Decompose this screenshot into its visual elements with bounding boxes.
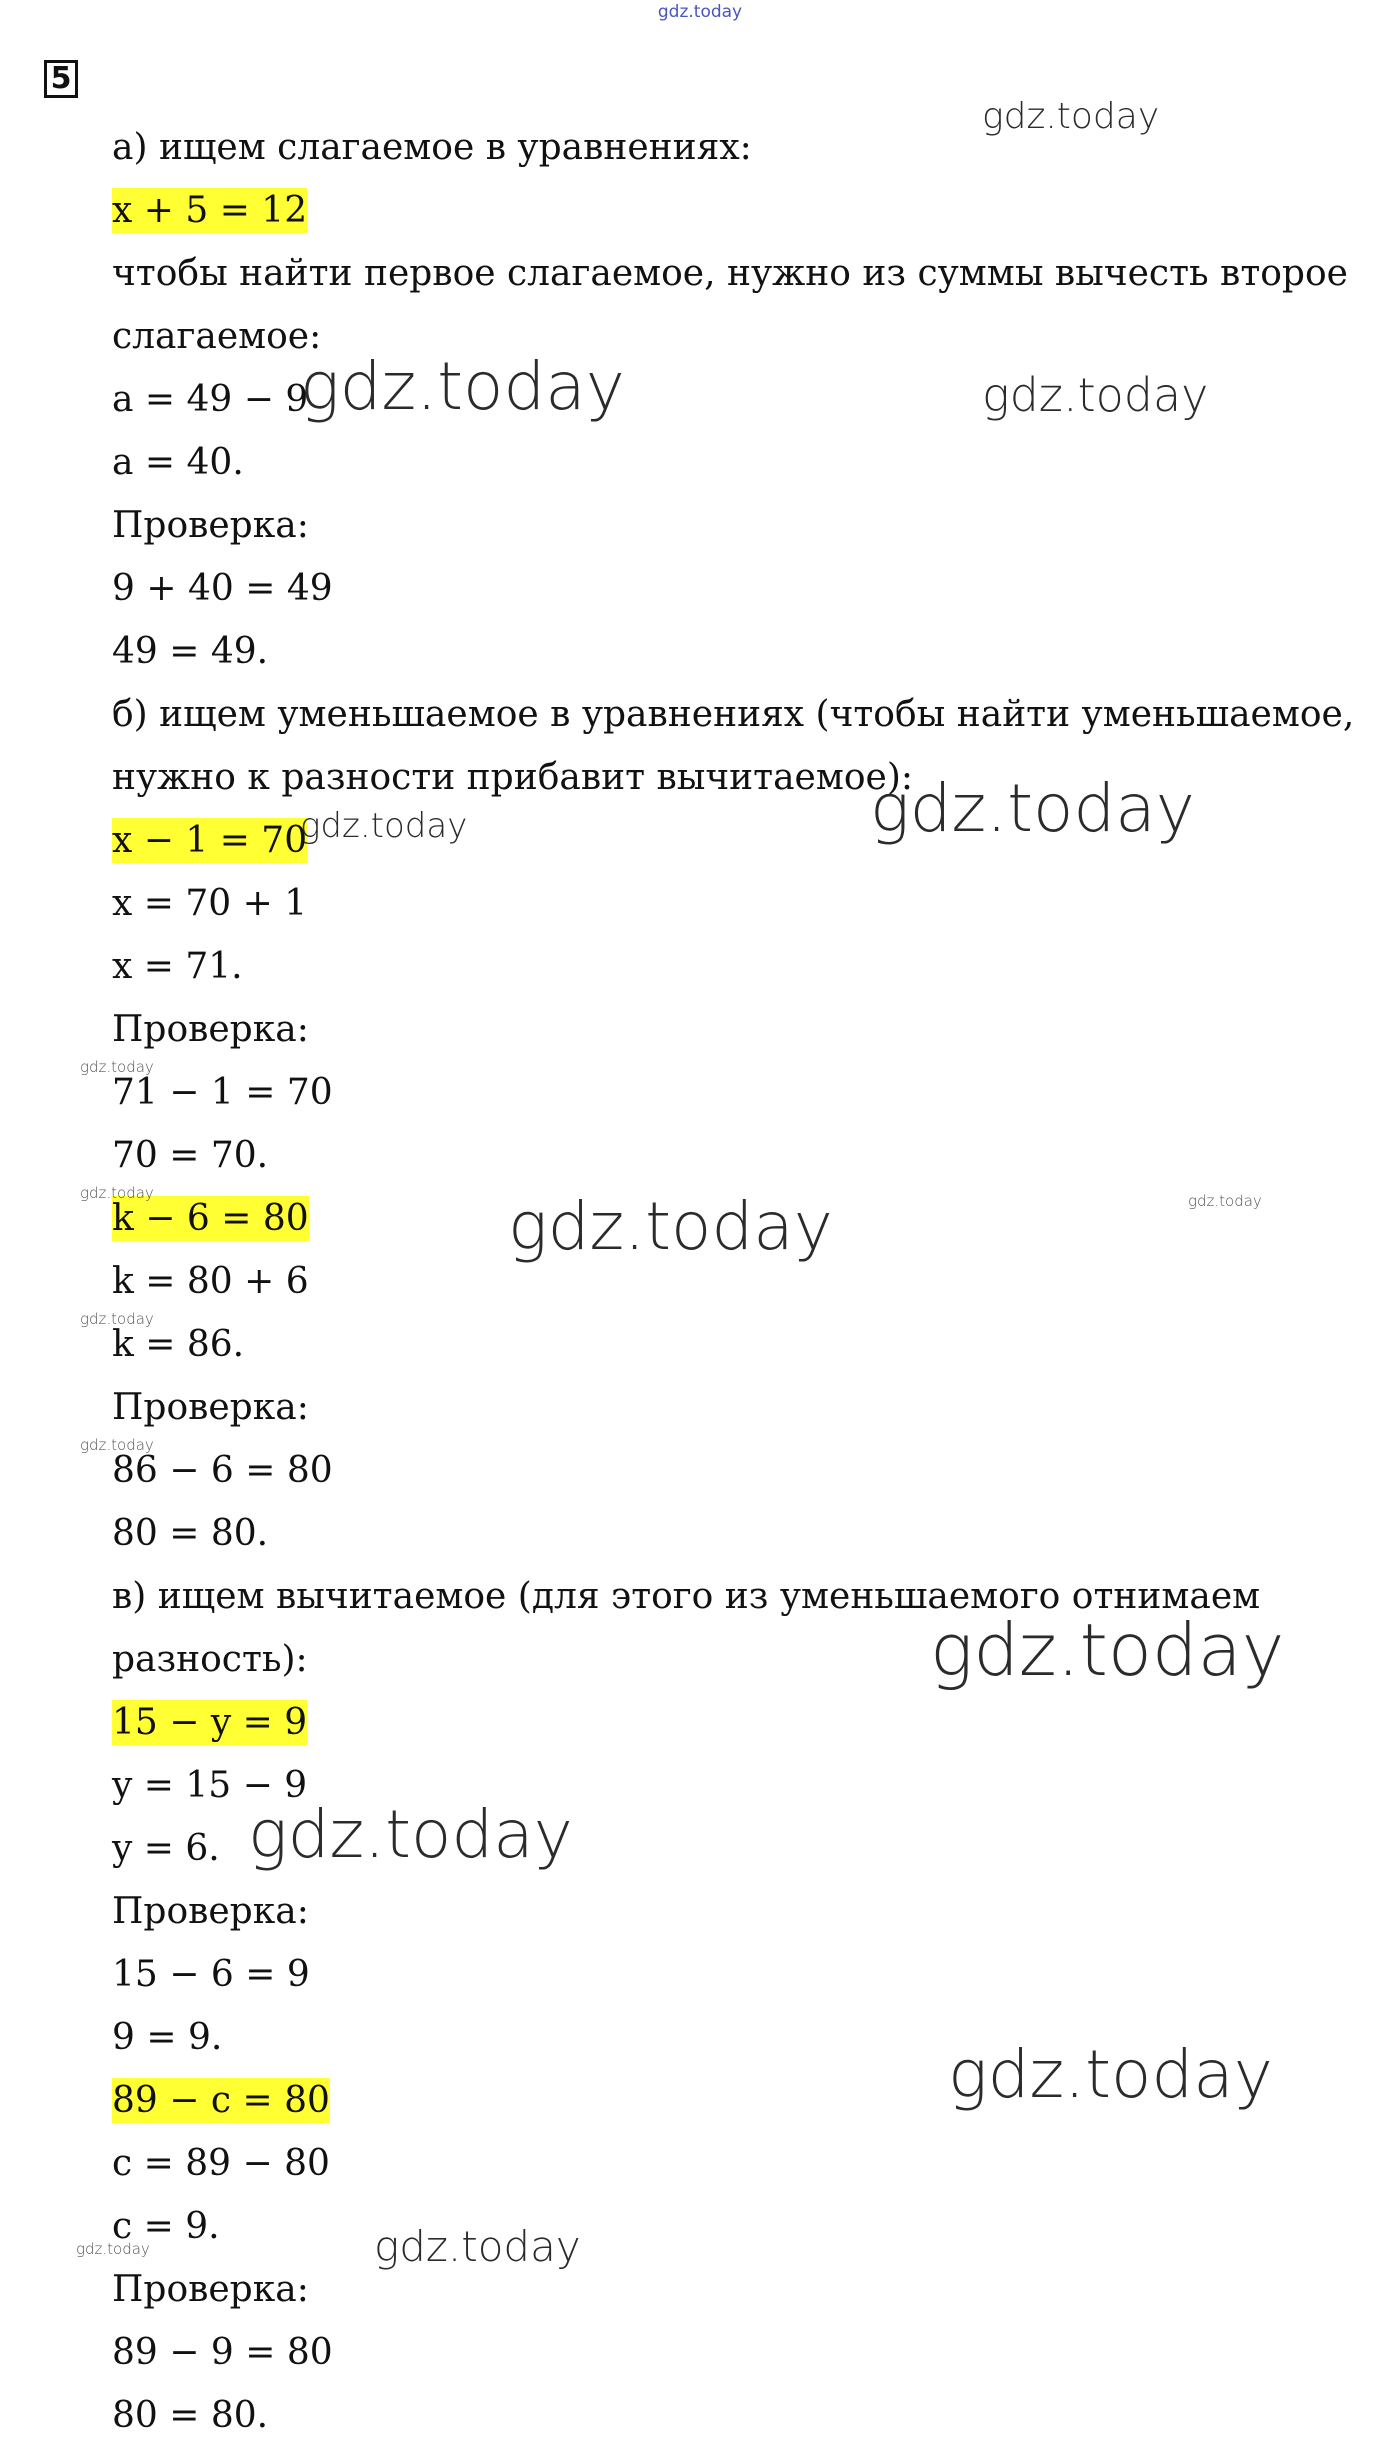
line-text: Проверка: xyxy=(112,505,309,546)
line-text: 9 = 9. xyxy=(112,2017,223,2058)
line-text: k = 86. xyxy=(112,1324,245,1365)
equation-line xyxy=(112,1061,1332,1124)
line-text: слагаемое: xyxy=(112,316,322,357)
equation-line xyxy=(112,2321,1332,2384)
line-text: б) ищем уменьшаемое в уравнениях (чтобы найти уменьшаемое, xyxy=(112,694,1355,735)
equation-line xyxy=(112,1439,1332,1502)
watermark: gdz.today xyxy=(300,806,468,846)
watermark: gdz.today xyxy=(374,2222,581,2271)
line-text: в) ищем вычитаемое (для этого из уменьшаемого отнимаем xyxy=(112,1576,1261,1617)
line-text: нужно к разности прибавит вычитаемое): xyxy=(112,757,914,798)
equation-line xyxy=(112,620,1332,683)
text-line xyxy=(112,494,1332,557)
watermark: gdz.today xyxy=(80,1310,154,1328)
watermark: gdz.today xyxy=(80,1058,154,1076)
line-text: a = 49 − 9 xyxy=(112,379,309,420)
equation-line xyxy=(112,2195,1332,2258)
line-text: Проверка: xyxy=(112,1387,309,1428)
equation-line xyxy=(112,557,1332,620)
line-text: x = 71. xyxy=(112,946,243,987)
line-text: y = 15 − 9 xyxy=(112,1765,308,1806)
text-line xyxy=(112,683,1355,746)
text-line xyxy=(112,305,1332,368)
equation-line xyxy=(112,2132,1332,2195)
line-text: Проверка: xyxy=(112,2269,309,2310)
watermark: gdz.today xyxy=(80,1184,154,1202)
watermark: gdz.today xyxy=(1188,1192,1262,1210)
highlighted-equation: 89 − c = 80 xyxy=(112,2080,330,2121)
watermark: gdz.today xyxy=(982,368,1209,422)
watermark: gdz.today xyxy=(248,1796,573,1873)
watermark: gdz.today xyxy=(508,1188,833,1265)
line-text: Проверка: xyxy=(112,1891,309,1932)
watermark: gdz.today xyxy=(870,770,1195,847)
text-line xyxy=(112,1376,1332,1439)
line-text: k = 80 + 6 xyxy=(112,1261,309,1302)
watermark: gdz.today xyxy=(982,96,1160,137)
line-text: 70 = 70. xyxy=(112,1135,269,1176)
equation-line xyxy=(112,2384,1332,2447)
equation-line xyxy=(112,1943,1332,2006)
highlighted-equation: k − 6 = 80 xyxy=(112,1198,309,1239)
task-number-badge: 5 xyxy=(44,60,78,98)
line-text: c = 89 − 80 xyxy=(112,2143,330,2184)
line-text: а) ищем слагаемое в уравнениях: xyxy=(112,127,752,168)
watermark: gdz.today xyxy=(948,2036,1273,2113)
watermark: gdz.today xyxy=(80,1436,154,1454)
watermark: gdz.today xyxy=(76,2240,150,2258)
highlighted-equation: x − 1 = 70 xyxy=(112,820,308,861)
line-text: разность): xyxy=(112,1639,308,1680)
highlighted-equation: 15 − y = 9 xyxy=(112,1702,308,1743)
text-line xyxy=(112,2258,1332,2321)
line-text: y = 6. xyxy=(112,1828,220,1869)
line-text: 80 = 80. xyxy=(112,2395,269,2436)
text-line xyxy=(112,1880,1332,1943)
line-text: 89 − 9 = 80 xyxy=(112,2332,333,2373)
line-text: x = 70 + 1 xyxy=(112,883,308,924)
equation-line xyxy=(112,1313,1332,1376)
equation-line xyxy=(112,179,1332,242)
line-text: 9 + 40 = 49 xyxy=(112,568,333,609)
equation-line xyxy=(112,935,1332,998)
text-line xyxy=(112,998,1332,1061)
line-text: c = 9. xyxy=(112,2206,220,2247)
text-line xyxy=(112,242,1348,305)
line-text: чтобы найти первое слагаемое, нужно из суммы вычесть второе xyxy=(112,253,1348,294)
line-text: 71 − 1 = 70 xyxy=(112,1072,333,1113)
watermark: gdz.today xyxy=(930,1608,1285,1692)
line-text: a = 40. xyxy=(112,442,244,483)
equation-line xyxy=(112,431,1332,494)
equation-line xyxy=(112,1502,1332,1565)
line-text: 80 = 80. xyxy=(112,1513,269,1554)
header-watermark: gdz.today xyxy=(657,2,743,22)
highlighted-equation: x + 5 = 12 xyxy=(112,190,308,231)
line-text: 15 − 6 = 9 xyxy=(112,1954,310,1995)
equation-line xyxy=(112,1691,1332,1754)
equation-line xyxy=(112,1124,1332,1187)
equation-line xyxy=(112,872,1332,935)
watermark: gdz.today xyxy=(300,348,625,425)
line-text: Проверка: xyxy=(112,1009,309,1050)
line-text: 86 − 6 = 80 xyxy=(112,1450,333,1491)
line-text: 49 = 49. xyxy=(112,631,269,672)
